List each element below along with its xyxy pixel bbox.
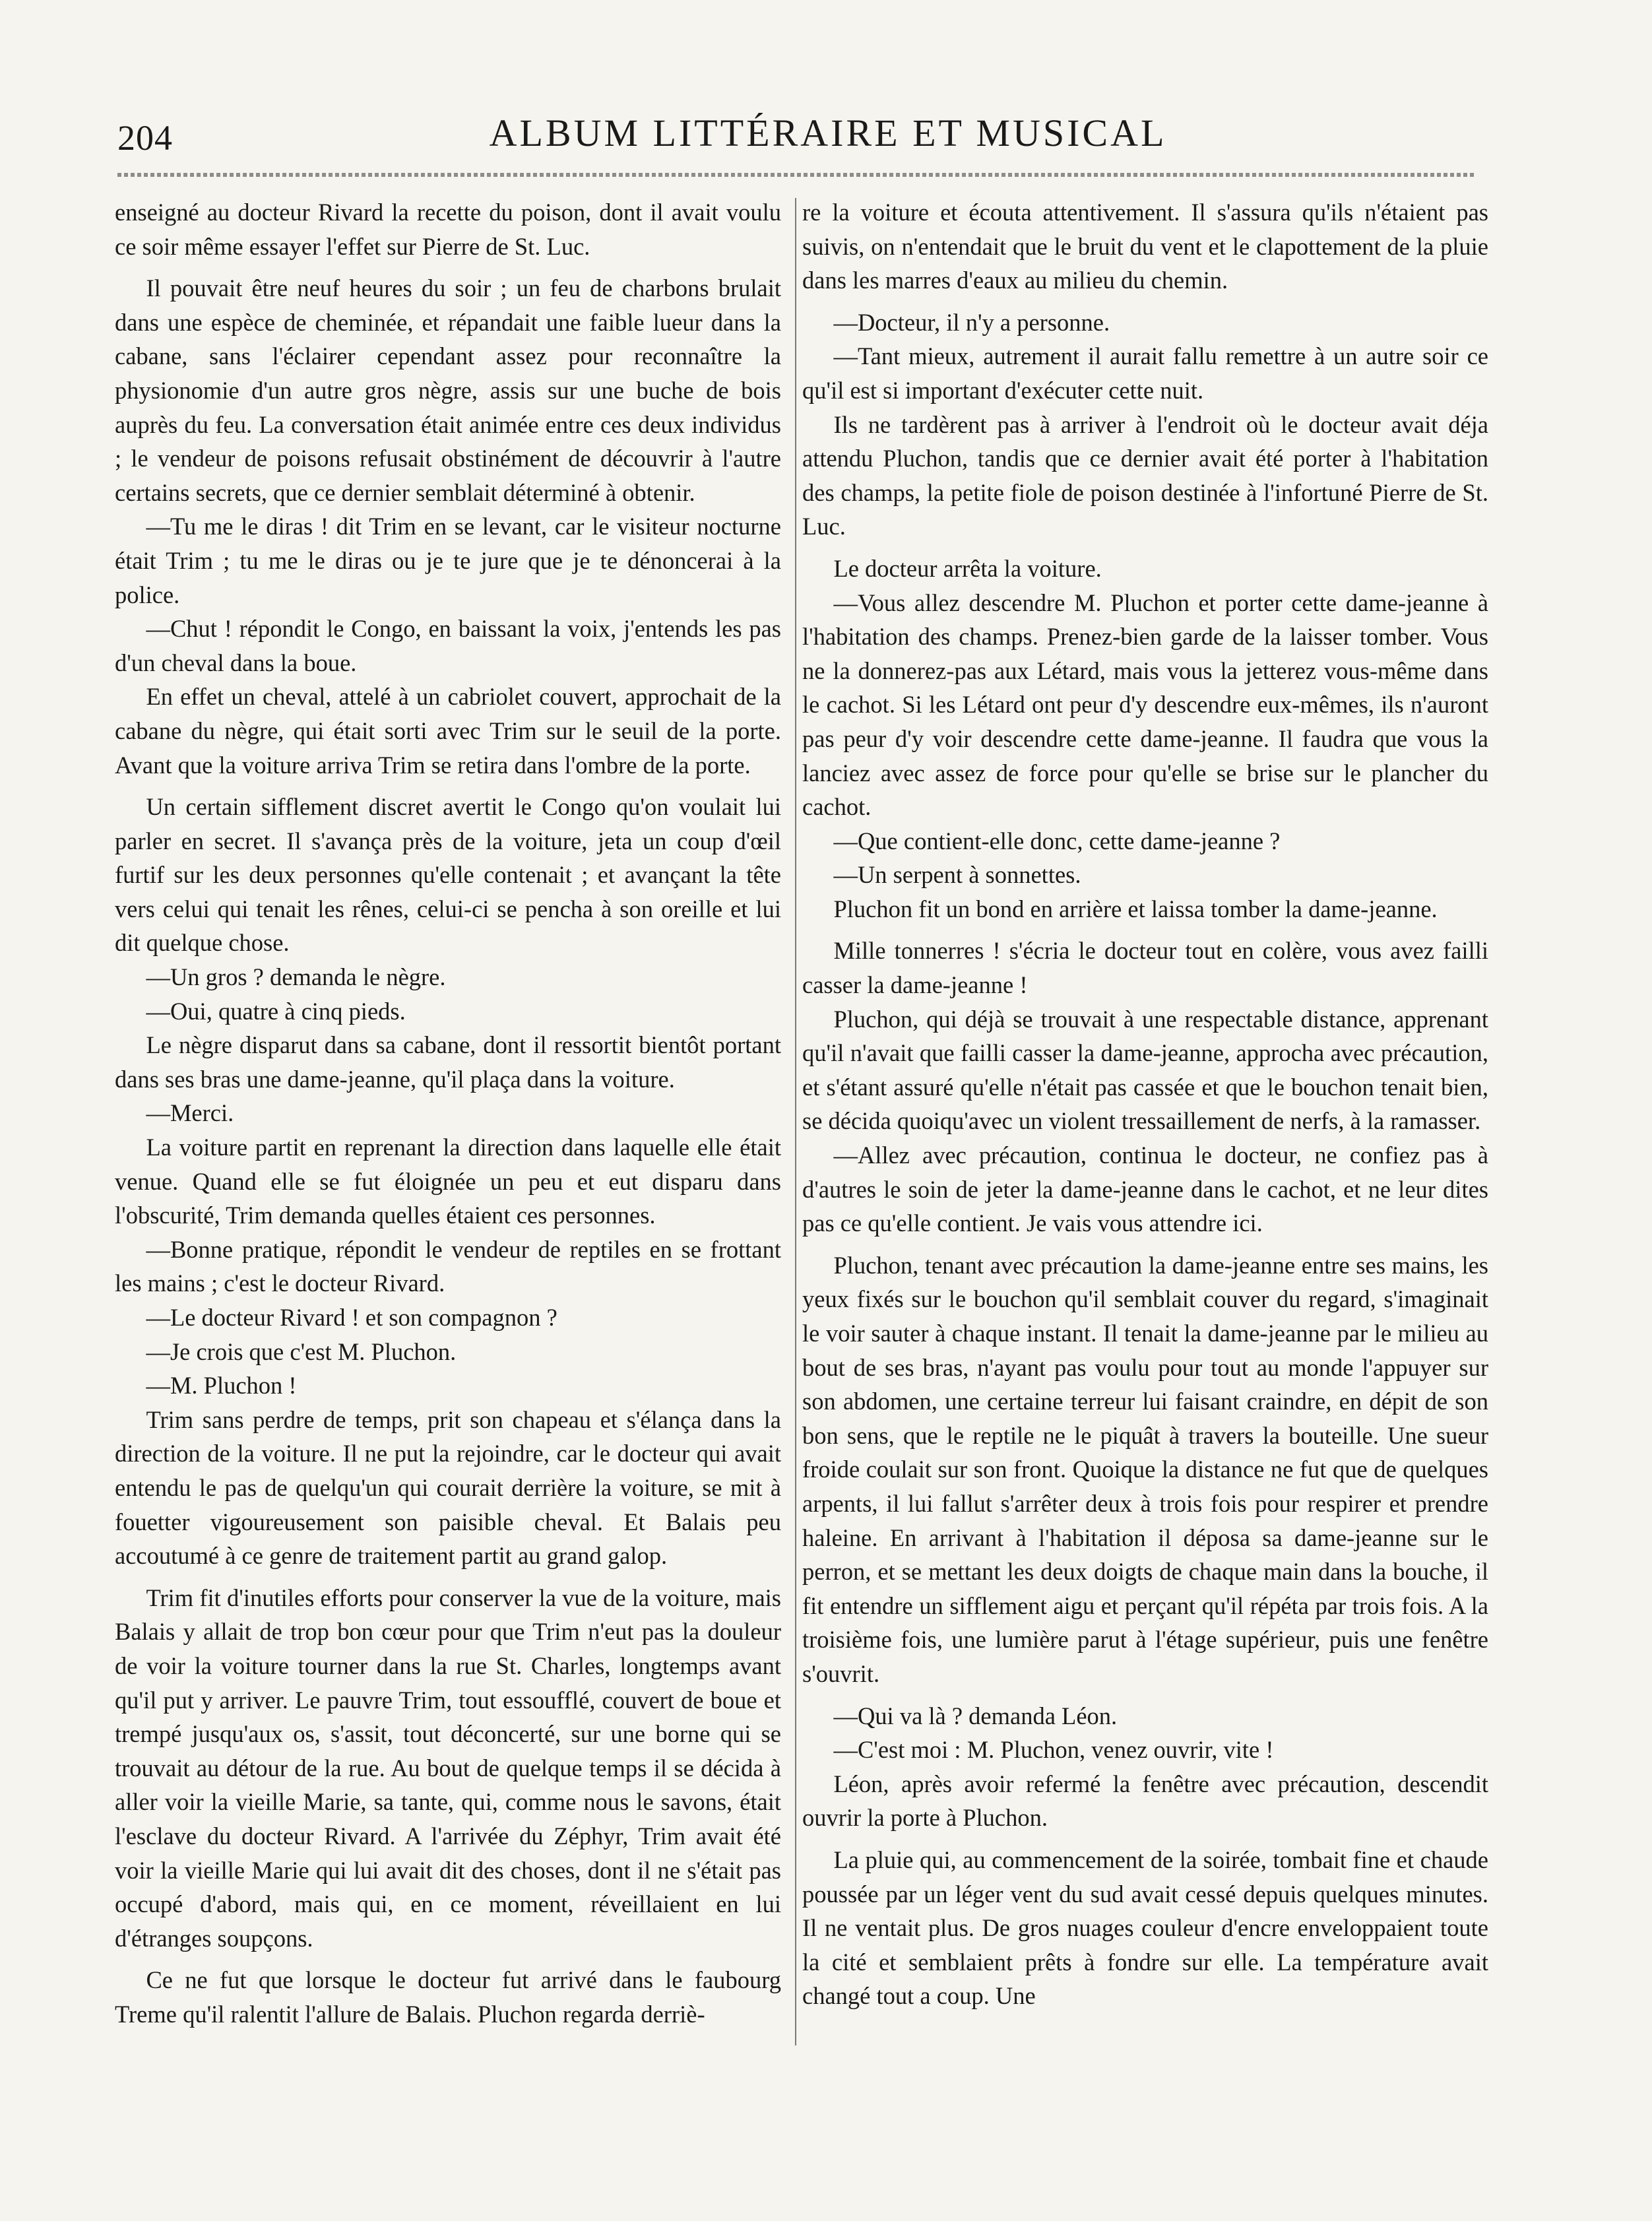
paragraph: Pluchon, tenant avec précaution la dame-jeanne entre ses mains, les yeux fixés sur le bouchon qu'il semblait couver du regard, s'imaginait le voir sauter à chaque instant. Il tenait la dame-jeanne par le milieu au bout de ses bras, n'ayant pas voulu pour tout au monde l'appuyer sur son abdomen, une certaine terreur lui faisant craindre, en dépit de son bon sens, que le reptile ne le piquât à travers la bouteille. Une sueur froide coulait sur son front. Quoique la distance ne fut que de quelques arpents, il lui fallut s'arrêter deux à trois fois pour respirer et prendre haleine. En arrivant à l'habitation il déposa sa dame-jeanne sur le perron, et se mettant les deux doigts de chaque main dans la bouche, il fit entendre un sifflement aigu et perçant qu'il répéta par trois fois. A la troisième fois, une lumière parut à l'étage supérieur, puis une fenêtre s'ouvrit. — [802, 1251, 1488, 1687]
column-divider — [795, 198, 796, 2045]
paragraph: —Tant mieux, autrement il aurait fallu remettre à un autre soir ce qu'il est si important d'exécuter cette nuit. — [802, 342, 1488, 404]
paragraph: Pluchon, qui déjà se trouvait à une respectable distance, apprenant qu'il n'avait que failli casser la dame-jeanne, approcha avec précaution, et s'étant assuré qu'elle n'était pas cassée et que le bouchon tenait bien, se décida quoiqu'avec un violent tressaillement de nerfs, à la ramasser. — [802, 1005, 1488, 1135]
paragraph: Trim sans perdre de temps, prit son chapeau et s'élança dans la direction de la voiture. Il ne put la rejoindre, car le docteur qui avait entendu le pas de quelqu'un qui courait derrière la voiture, se mit à fouetter vigoureusement son paisible cheval. Et Balais peu accoutumé à ce genre de traitement partit au grand galop. — [115, 1405, 781, 1570]
paragraph: enseigné au docteur Rivard la recette du poison, dont il avait voulu ce soir même essayer l'effet sur Pierre de St. Luc. — [115, 199, 781, 260]
paragraph: —Le docteur Rivard ! et son compagnon ? — [146, 1304, 557, 1331]
paragraph: La voiture partit en reprenant la direction dans laquelle elle était venue. Quand elle se fut éloignée un peu et eut disparu dans l'obscurité, Trim demanda quelles étaient ces personnes. — [115, 1134, 781, 1229]
paragraph: —Oui, quatre à cinq pieds. — [146, 997, 406, 1025]
paragraph: —Qui va là ? demanda Léon. — [833, 1702, 1118, 1729]
paragraph: —Vous allez descendre M. Pluchon et porter cette dame-jeanne à l'habitation des champs. Prenez-bien garde de la laisser tomber. Vous ne la donnerez-pas aux Létard, mais vous la jetterez vous-même dans le cachot. Si les Létard ont peur d'y descendre eux-mêmes, ils n'auront pas peur d'y voir descendre cette dame-jeanne. Il faudra que vous la lanciez avec assez de force pour qu'elle se brise sur le plancher du cachot. — [802, 589, 1488, 821]
paragraph: —Je crois que c'est M. Pluchon. — [146, 1337, 457, 1365]
paragraph: —Merci. — [146, 1099, 234, 1127]
paragraph: —M. Pluchon ! — [146, 1372, 297, 1400]
header-rule — [117, 173, 1477, 177]
paragraph: Ils ne tardèrent pas à arriver à l'endroit où le docteur avait déja attendu Pluchon, tandis que ce dernier avait été porter à l'habitation des champs, la petite fiole de poison destinée à l'infortuné Pierre de St. Luc. — [802, 410, 1488, 540]
paragraph: Léon, après avoir refermé la fenêtre avec précaution, descendit ouvrir la porte à Pluchon. — [802, 1770, 1488, 1832]
paragraph: Un certain sifflement discret avertit le Congo qu'on voulait lui parler en secret. Il s'avança près de la voiture, jeta un coup d'œil furtif sur les deux personnes qu'elle contenait ; et avançant la tête vers celui qui tenait les rênes, celui-ci se pencha à son oreille et lui dit quelque chose. — [115, 793, 781, 957]
paragraph: En effet un cheval, attelé à un cabriolet couvert, approchait de la cabane du nègre, qui était sorti avec Trim sur le seuil de la porte. Avant que la voiture arriva Trim se retira dans l'ombre de la porte. — [115, 683, 781, 779]
paragraph: —Un gros ? demanda le nègre. — [146, 963, 446, 991]
paragraph: Le nègre disparut dans sa cabane, dont il ressortit bientôt portant dans ses bras une dame-jeanne, qu'il plaça dans la voiture. — [115, 1031, 781, 1093]
right-column — [802, 195, 1488, 2013]
paragraph: Trim fit d'inutiles efforts pour conserver la vue de la voiture, mais Balais y allait de trop bon cœur pour que Trim n'eut pas la douleur de voir la voiture tourner dans la rue St. Charles, longtemps avant qu'il put y arriver. Le pauvre Trim, tout essoufflé, couvert de boue et trempé jusqu'aux os, s'assit, tout déconcerté, sur une borne qui se trouvait au détour de la rue. Au bout de quelque temps il se décida à aller voir la vieille Marie, sa tante, qui, comme nous le savons, était l'esclave du docteur Rivard. A l'arrivée du Zéphyr, Trim avait été voir la vieille Marie qui lui avait dit des choses, dont il ne s'était pas occupé d'abord, mais qui, en ce moment, réveillaient en lui d'étranges soupçons. — [115, 1584, 781, 1952]
paragraph: Le docteur arrêta la voiture. — [833, 554, 1102, 582]
paragraph: —Tu me le diras ! dit Trim en se levant, car le visiteur nocturne était Trim ; tu me le diras ou je te jure que je te dénoncerai à la police. — [115, 513, 781, 608]
paragraph: Ce ne fut que lorsque le docteur fut arrivé dans le faubourg Treme qu'il ralentit l'allure de Balais. Pluchon regarda derriè- — [115, 1966, 781, 2028]
paragraph: —Que contient-elle donc, cette dame-jeanne ? — [833, 827, 1281, 854]
paragraph: —Un serpent à sonnettes. — [833, 861, 1081, 889]
paragraph: —Chut ! répondit le Congo, en baissant la voix, j'entends les pas d'un cheval dans la boue. — [115, 615, 781, 676]
paragraph: Il pouvait être neuf heures du soir ; un feu de charbons brulait dans une espèce de cheminée, et répandait une faible lueur dans la cabane, sans l'éclairer cependant assez pour reconnaître la physionomie d'un autre gros nègre, assis sur une buche de bois auprès du feu. La conversation était animée entre ces deux individus ; le vendeur de poisons refusait obstinément de découvrir à l'autre certains secrets, que ce dernier semblait déterminé à obtenir. — [115, 274, 781, 506]
paragraph: —Allez avec précaution, continua le docteur, ne confiez pas à d'autres le soin de jeter la dame-jeanne dans le cachot, et ne leur dites pas ce qu'elle contient. Je vais vous attendre ici. — [802, 1142, 1488, 1237]
left-column — [115, 195, 781, 2031]
paragraph: —Docteur, il n'y a personne. — [833, 308, 1110, 336]
paragraph: Pluchon fit un bond en arrière et laissa tomber la dame-jeanne. — [833, 895, 1438, 922]
running-title: ALBUM LITTÉRAIRE ET MUSICAL — [489, 112, 1167, 154]
paragraph: —Bonne pratique, répondit le vendeur de reptiles en se frottant les mains ; c'est le docteur Rivard. — [115, 1235, 781, 1297]
paragraph: —C'est moi : M. Pluchon, venez ouvrir, vite ! — [833, 1736, 1274, 1764]
paragraph: La pluie qui, au commencement de la soirée, tombait fine et chaude poussée par un léger vent du sud avait cessé depuis quelques minutes. Il ne ventait plus. De gros nuages couleur d'encre enveloppaient toute la cité et semblaient prêts à fondre sur elle. La température avait changé tout a coup. Une — [802, 1846, 1488, 2010]
paragraph: Mille tonnerres ! s'écria le docteur tout en colère, vous avez failli casser la dame-jeanne ! — [802, 937, 1488, 999]
page-number: 204 — [117, 118, 173, 158]
paragraph: re la voiture et écouta attentivement. Il s'assura qu'ils n'étaient pas suivis, on n'entendait que le bruit du vent et le clapottement de la pluie dans les marres d'eaux au milieu du chemin. — [802, 199, 1488, 294]
